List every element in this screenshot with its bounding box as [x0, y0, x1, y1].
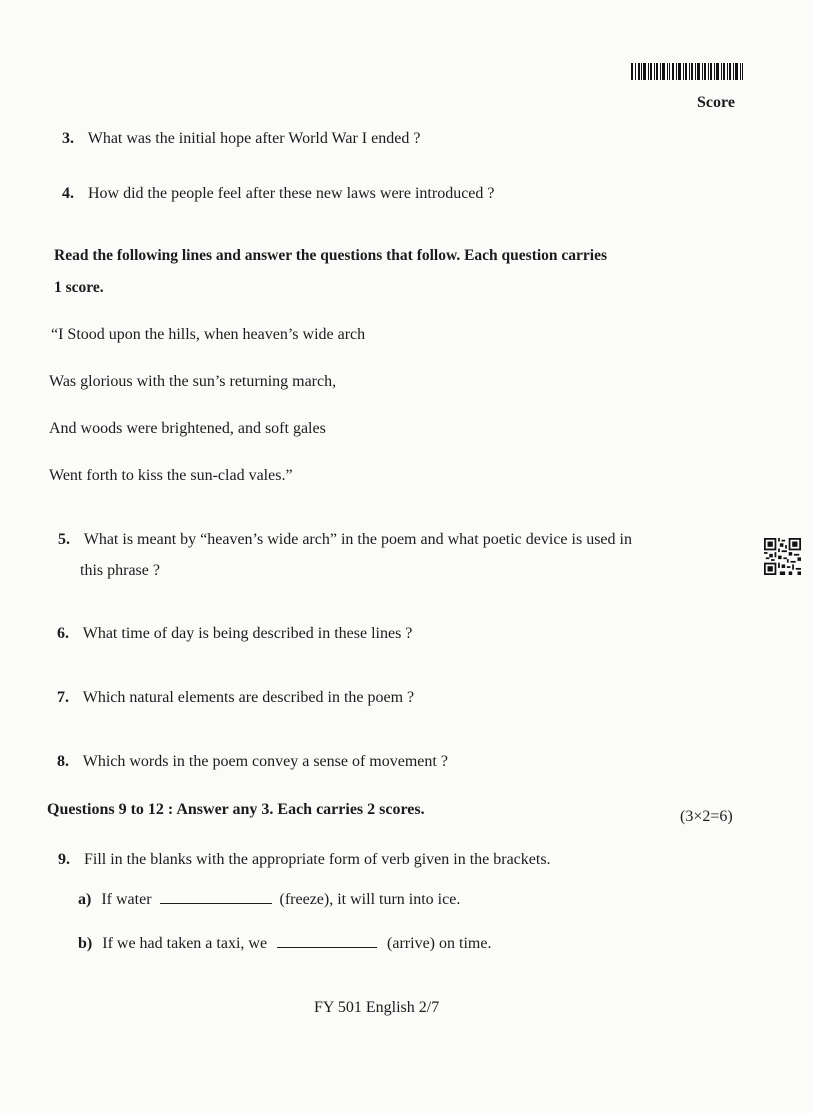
section-instruction-cont: 1 score. [54, 279, 104, 296]
question-text: What time of day is being described in these lines ? [82, 625, 413, 642]
section-heading: Questions 9 to 12 : Answer any 3. Each carries 2 scores. [47, 801, 425, 818]
question-text: Fill in the blanks with the appropriate form of verb given in the brackets. [84, 851, 551, 868]
sub-question-suffix: (freeze), it will turn into ice. [279, 891, 461, 908]
question-number: 9. [58, 851, 70, 868]
sub-question-a [78, 889, 460, 909]
answer-blank [277, 933, 377, 948]
poem-line: And woods were brightened, and soft gales [49, 420, 326, 437]
sub-question-prefix: If water [101, 891, 152, 908]
sub-question-suffix: (arrive) on time. [387, 935, 492, 952]
question-text: How did the people feel after these new laws were introduced ? [88, 185, 495, 202]
question-6 [57, 625, 412, 643]
question-number: 7. [57, 689, 69, 706]
section-instruction: Read the following lines and answer the questions that follow. Each question carries [54, 247, 608, 264]
question-text: What is meant by “heaven’s wide arch” in the poem and what poetic device is used in [83, 531, 632, 548]
barcode [631, 63, 743, 80]
answer-blank [160, 889, 272, 904]
question-8 [57, 753, 448, 771]
poem-line: Was glorious with the sun’s returning march, [49, 373, 337, 390]
page-footer: FY 501 English 2/7 [314, 999, 440, 1016]
sub-question-prefix: If we had taken a taxi, we [102, 935, 268, 952]
question-4 [62, 185, 495, 203]
question-9 [58, 851, 551, 869]
question-text: Which natural elements are described in the poem ? [82, 689, 415, 706]
question-text: What was the initial hope after World War I ended ? [87, 130, 421, 147]
question-number: 6. [57, 625, 69, 642]
question-number: 8. [57, 753, 69, 770]
question-3 [62, 130, 420, 148]
qr-code [764, 538, 801, 575]
question-7 [57, 689, 414, 707]
question-number: 3. [62, 130, 74, 147]
sub-question-label: a) [78, 891, 92, 908]
sub-question-label: b) [78, 935, 93, 952]
question-number: 4. [62, 185, 74, 202]
score-label: Score [697, 94, 735, 111]
marks-allocation: (3×2=6) [680, 808, 733, 825]
poem-line: Went forth to kiss the sun-clad vales.” [49, 467, 293, 484]
question-text: Which words in the poem convey a sense of movement ? [82, 753, 448, 770]
sub-question-b [78, 933, 491, 953]
question-5-cont: this phrase ? [80, 562, 160, 579]
question-number: 5. [58, 531, 70, 548]
question-5 [58, 531, 632, 549]
poem-line: “I Stood upon the hills, when heaven’s wide arch [51, 326, 366, 343]
